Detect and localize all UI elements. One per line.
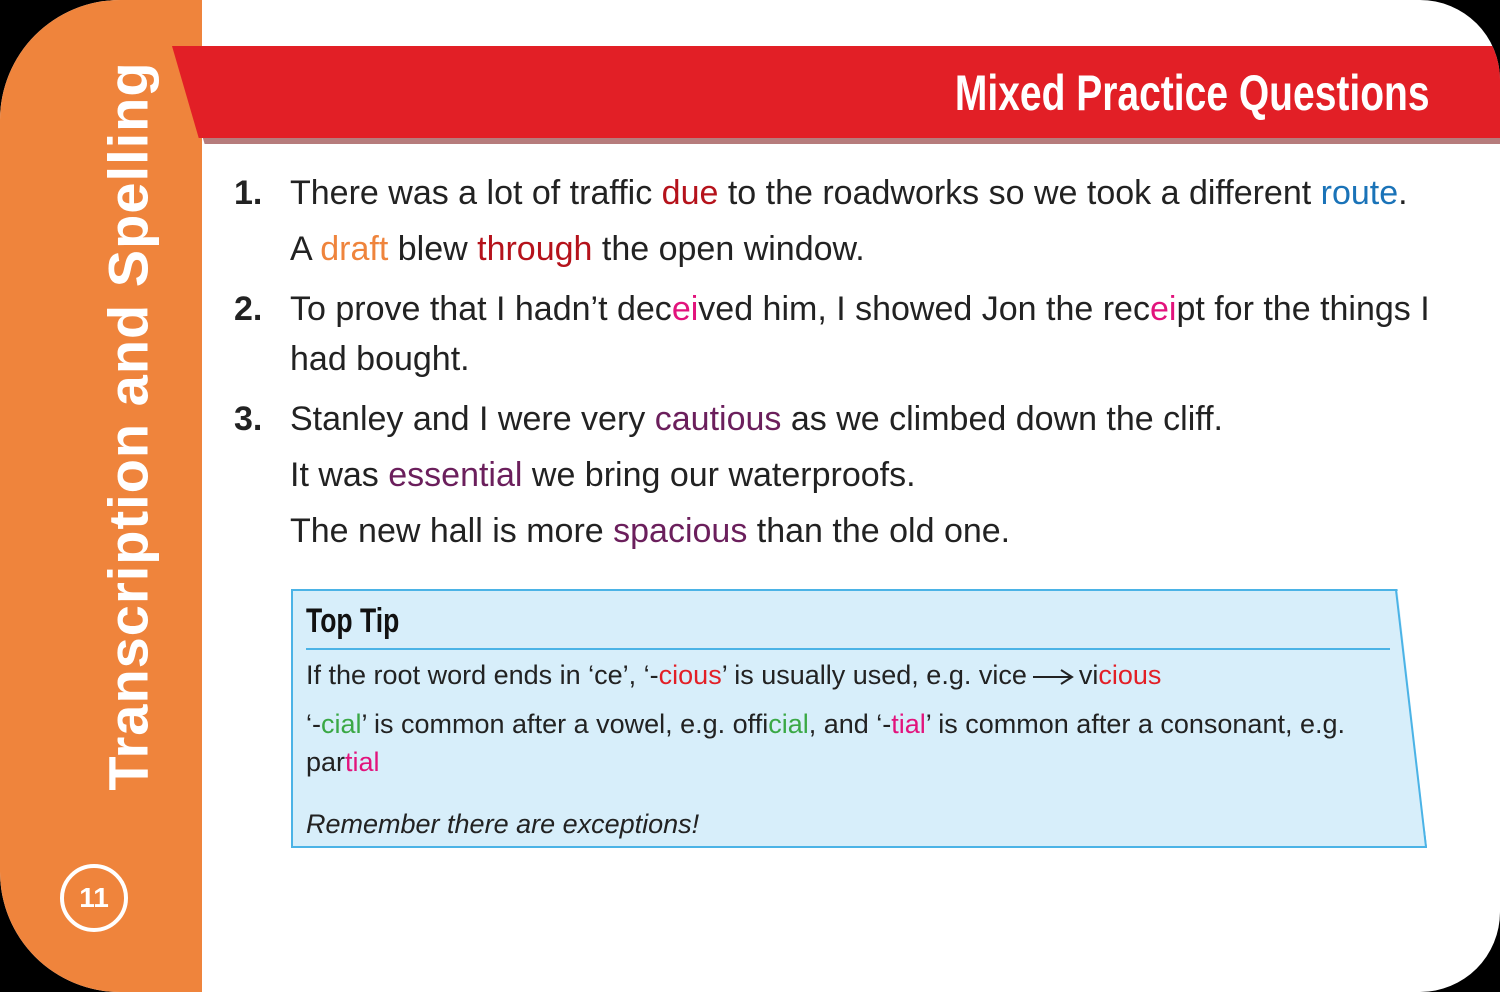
question-item <box>234 284 1454 384</box>
question-text: blew <box>388 230 478 268</box>
highlighted-word: route <box>1320 174 1399 212</box>
question-text: we bring our waterproofs. <box>522 456 916 494</box>
highlighted-word: spacious <box>613 512 748 550</box>
question-line <box>290 394 1454 444</box>
question-text: . <box>1398 174 1408 212</box>
question-line <box>290 224 1454 274</box>
question-item <box>234 394 1454 556</box>
highlighted-word: through <box>477 230 593 268</box>
sidebar <box>0 0 202 992</box>
page-number: 11 <box>60 864 128 932</box>
highlighted-word: cautious <box>654 400 782 438</box>
question-text: It was <box>290 456 389 494</box>
highlighted-word: ei <box>1149 290 1177 328</box>
question-text: to the roadworks so we took a different <box>718 174 1321 212</box>
tip-suffix-cial-example: cial <box>768 709 809 739</box>
tip-text: If the root word ends in ‘ce’, ‘- <box>306 660 659 690</box>
question-line <box>290 506 1454 556</box>
highlighted-word: draft <box>320 230 389 268</box>
highlighted-word: essential <box>388 456 523 494</box>
question-text: ved him, I showed Jon the rec <box>698 290 1150 328</box>
tip-suffix-tial-example: tial <box>345 747 380 777</box>
question-text: To prove that I hadn’t dec <box>290 290 672 328</box>
highlighted-word: due <box>661 174 719 212</box>
tip-suffix-cial: cial <box>321 709 362 739</box>
highlighted-word: ei <box>671 290 699 328</box>
question-text: the open window. <box>592 230 865 268</box>
tip-suffix-cious: cious <box>658 660 722 690</box>
sidebar-title-text: Transcription and Spelling <box>96 61 160 791</box>
tip-example-suffix: cious <box>1098 660 1162 690</box>
question-text: than the old one. <box>747 512 1011 550</box>
tip-line-1 <box>306 656 1406 694</box>
question-line <box>290 284 1454 384</box>
tip-example-root: vi <box>1078 660 1099 690</box>
question-text: There was a lot of traffic <box>290 174 662 212</box>
question-text: A <box>290 230 321 268</box>
question-item <box>234 168 1454 274</box>
tip-text: ’ is usually used, e.g. vice <box>721 660 1027 690</box>
question-line <box>290 450 1454 500</box>
tip-text: ’ is common after a vowel, e.g. offi <box>361 709 769 739</box>
question-text: pt for the things I had bought. <box>290 290 1430 378</box>
question-number: 1. <box>234 174 263 212</box>
tip-text: , and ‘- <box>808 709 892 739</box>
top-tip-divider <box>306 648 1390 650</box>
tip-line-2 <box>306 705 1406 781</box>
tip-text: ’ is common after a consonant, e.g. par <box>306 709 1345 777</box>
tip-suffix-tial: tial <box>891 709 926 739</box>
question-text: Stanley and I were very <box>290 400 655 438</box>
arrow-right-icon <box>1031 667 1075 687</box>
question-text: The new hall is more <box>290 512 614 550</box>
question-text: as we climbed down the cliff. <box>781 400 1223 438</box>
question-line <box>290 168 1454 218</box>
question-number: 3. <box>234 400 263 438</box>
tip-line-3: Remember there are exceptions! <box>306 809 700 839</box>
question-list <box>234 168 1454 566</box>
tip-text: ‘- <box>306 709 321 739</box>
question-number: 2. <box>234 290 263 328</box>
top-tip-heading: Top Tip <box>306 602 400 640</box>
page-title: Mixed Practice Questions <box>955 65 1430 121</box>
